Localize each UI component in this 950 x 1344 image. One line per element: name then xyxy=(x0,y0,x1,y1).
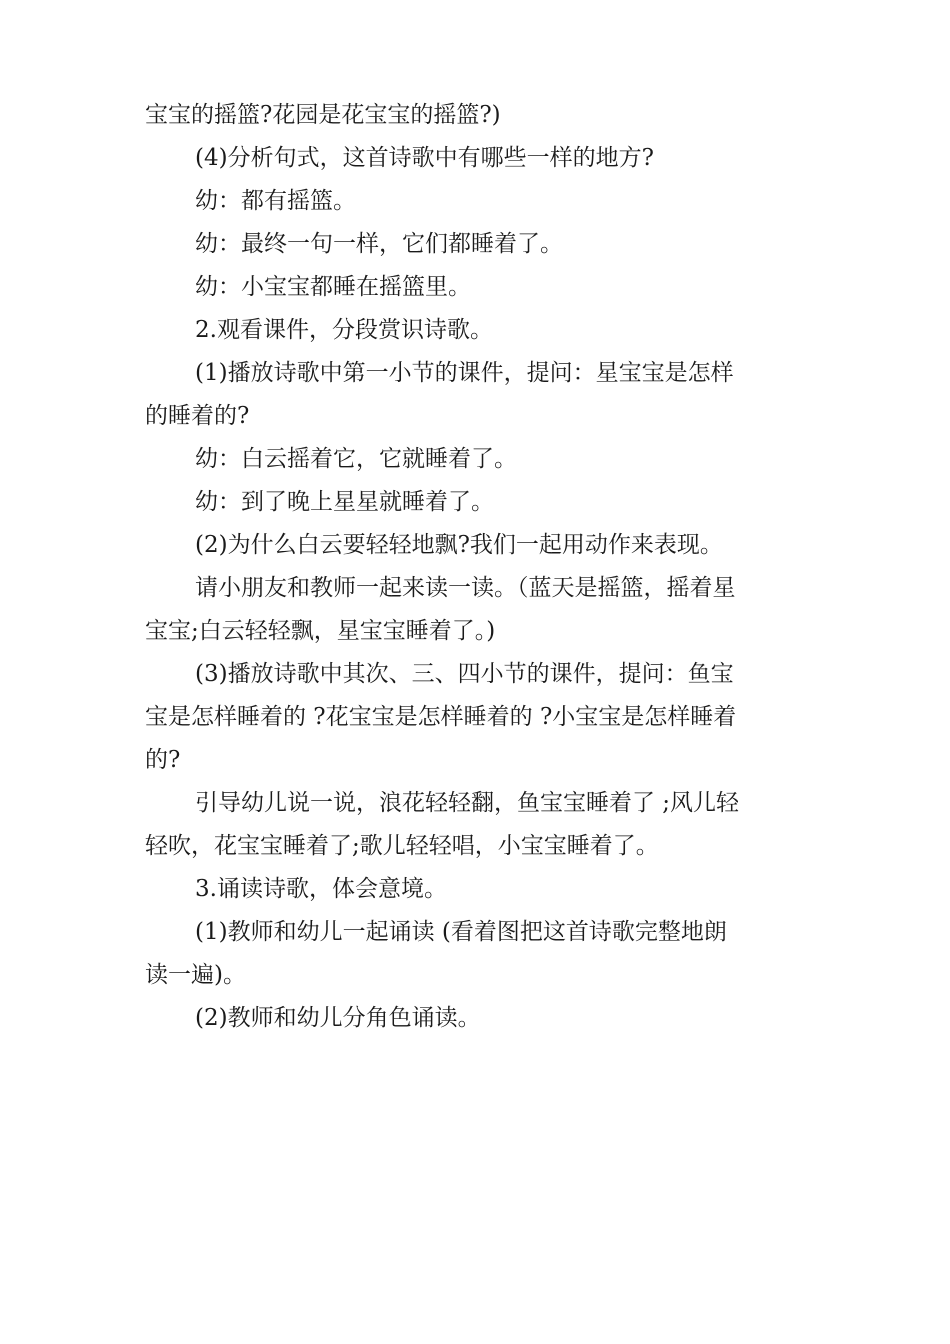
paragraph-line: 的? xyxy=(145,747,181,773)
paragraph-line: (4)分析句式，这首诗歌中有哪些一样的地方? xyxy=(195,145,654,171)
paragraph-line: (3)播放诗歌中其次、三、四小节的课件，提问：鱼宝 xyxy=(195,661,734,687)
paragraph-line: 幼：白云摇着它，它就睡着了。 xyxy=(195,446,517,472)
paragraph-line: (1)播放诗歌中第一小节的课件，提问：星宝宝是怎样 xyxy=(195,360,734,386)
paragraph-line: 幼：都有摇篮。 xyxy=(195,188,356,214)
paragraph-line: 宝宝的摇篮?花园是花宝宝的摇篮?) xyxy=(145,102,501,128)
paragraph-line: 3.诵读诗歌，体会意境。 xyxy=(195,876,447,902)
paragraph-line: (2)教师和幼儿分角色诵读。 xyxy=(195,1005,481,1031)
paragraph-line: 幼：最终一句一样，它们都睡着了。 xyxy=(195,231,563,257)
paragraph-line: (1)教师和幼儿一起诵读 (看着图把这首诗歌完整地朗 xyxy=(195,919,727,945)
paragraph-line: (2)为什么白云要轻轻地飘?我们一起用动作来表现。 xyxy=(195,532,723,558)
paragraph-line: 2.观看课件，分段赏识诗歌。 xyxy=(195,317,493,343)
paragraph-line: 引导幼儿说一说，浪花轻轻翻，鱼宝宝睡着了 ;风儿轻 xyxy=(195,790,740,816)
paragraph-line: 轻吹，花宝宝睡着了;歌儿轻轻唱，小宝宝睡着了。 xyxy=(145,833,659,859)
paragraph-line: 宝是怎样睡着的 ?花宝宝是怎样睡着的 ?小宝宝是怎样睡着 xyxy=(145,704,737,730)
document-body xyxy=(145,94,805,1040)
paragraph-line: 请小朋友和教师一起来读一读。（蓝天是摇篮，摇着星 xyxy=(195,575,736,601)
paragraph-line: 幼：到了晚上星星就睡着了。 xyxy=(195,489,494,515)
paragraph-line: 的睡着的? xyxy=(145,403,250,429)
paragraph-line: 幼：小宝宝都睡在摇篮里。 xyxy=(195,274,471,300)
paragraph-line: 读一遍)。 xyxy=(145,962,246,988)
paragraph-line: 宝宝;白云轻轻飘，星宝宝睡着了。) xyxy=(145,618,496,644)
